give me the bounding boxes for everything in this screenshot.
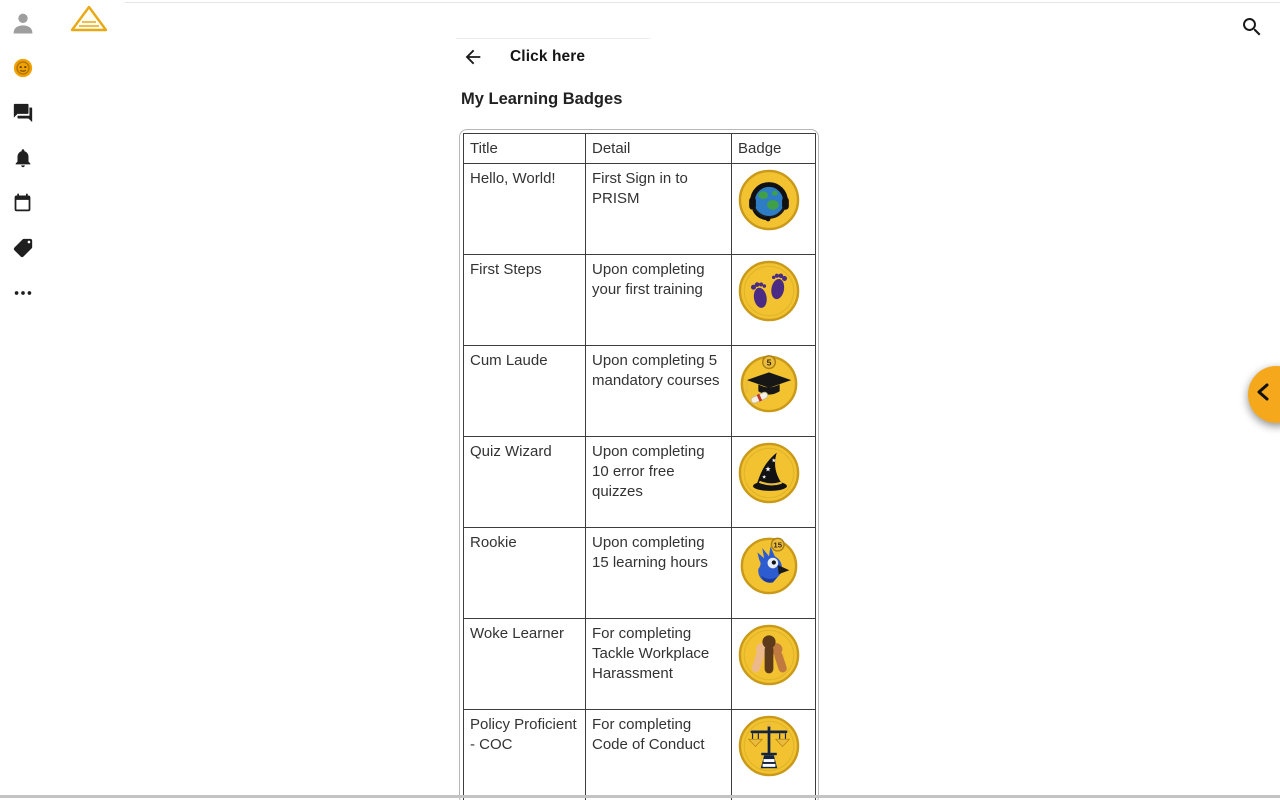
search-button[interactable]	[1239, 15, 1265, 41]
badge-detail-cell: For completing Tackle Workplace Harassment	[586, 619, 732, 710]
chat-bubbles-icon	[12, 102, 34, 124]
badge-image-cell	[732, 255, 816, 346]
badge-detail-cell: For completing Code of Conduct	[586, 710, 732, 800]
badge-table-row	[464, 710, 816, 800]
sidebar-item-profile[interactable]	[0, 0, 45, 45]
sidebar	[0, 0, 45, 800]
badge-table-row	[464, 164, 816, 255]
badge-title-cell: Quiz Wizard	[464, 437, 586, 528]
back-link[interactable]: Click here	[510, 48, 586, 65]
badge-table-row	[464, 437, 816, 528]
top-divider	[125, 2, 1280, 3]
badge-title-cell: Woke Learner	[464, 619, 586, 710]
horizontal-scrollbar[interactable]	[0, 795, 1280, 798]
table-header-row	[464, 134, 816, 164]
column-header-badge: Badge	[732, 134, 816, 164]
badge-image-cell	[732, 164, 816, 255]
person-icon	[9, 9, 37, 37]
column-header-title: Title	[464, 134, 586, 164]
badge-image-cell	[732, 710, 816, 800]
header-divider	[456, 38, 650, 39]
badge-table-row	[464, 619, 816, 710]
sidebar-item-notifications[interactable]	[0, 135, 45, 180]
sidebar-item-more[interactable]	[0, 270, 45, 315]
tag-icon	[12, 237, 34, 259]
chevron-left-icon	[1255, 383, 1271, 406]
sidebar-item-rewards[interactable]	[0, 45, 45, 90]
sidebar-item-calendar[interactable]	[0, 180, 45, 225]
badge-table-row	[464, 255, 816, 346]
wizard-hat-badge	[738, 442, 800, 504]
fists-badge	[738, 624, 800, 686]
badge-detail-cell: First Sign in to PRISM	[586, 164, 732, 255]
badge-image-cell	[732, 528, 816, 619]
badge-title-cell: Policy Proficient - COC	[464, 710, 586, 800]
sidebar-item-tags[interactable]	[0, 225, 45, 270]
badge-title-cell: Hello, World!	[464, 164, 586, 255]
scales-badge	[738, 715, 800, 777]
badge-title-cell: Cum Laude	[464, 346, 586, 437]
badge-title-cell: Rookie	[464, 528, 586, 619]
badges-table-card	[459, 129, 819, 800]
badge-image-cell	[732, 619, 816, 710]
column-header-detail: Detail	[586, 134, 732, 164]
gold-triangle-logo	[68, 4, 110, 34]
bell-icon	[12, 147, 34, 169]
badge-title-cell: First Steps	[464, 255, 586, 346]
badge-detail-cell: Upon completing 10 error free quizzes	[586, 437, 732, 528]
globe-headset-badge	[738, 169, 800, 231]
svg-text:15: 15	[773, 540, 783, 550]
page-title: My Learning Badges	[461, 90, 623, 108]
badge-detail-cell: Upon completing 15 learning hours	[586, 528, 732, 619]
badge-table-row	[464, 346, 816, 437]
calendar-icon	[12, 192, 33, 213]
svg-text:5: 5	[766, 357, 772, 368]
back-row	[461, 45, 585, 69]
badge-table-row	[464, 528, 816, 619]
drawer-pull-button[interactable]	[1248, 366, 1280, 423]
badges-table	[463, 133, 816, 800]
bird-badge	[738, 533, 800, 595]
footprints-badge	[738, 260, 800, 322]
badge-image-cell	[732, 346, 816, 437]
badge-detail-cell: Upon completing 5 mandatory courses	[586, 346, 732, 437]
gold-coin-icon	[12, 57, 34, 79]
search-icon	[1240, 27, 1264, 42]
badge-image-cell	[732, 437, 816, 528]
back-arrow-icon[interactable]	[461, 45, 485, 69]
grad-cap-badge	[738, 351, 800, 413]
badge-detail-cell: Upon completing your first training	[586, 255, 732, 346]
ellipsis-icon	[12, 282, 34, 304]
sidebar-item-chat[interactable]	[0, 90, 45, 135]
